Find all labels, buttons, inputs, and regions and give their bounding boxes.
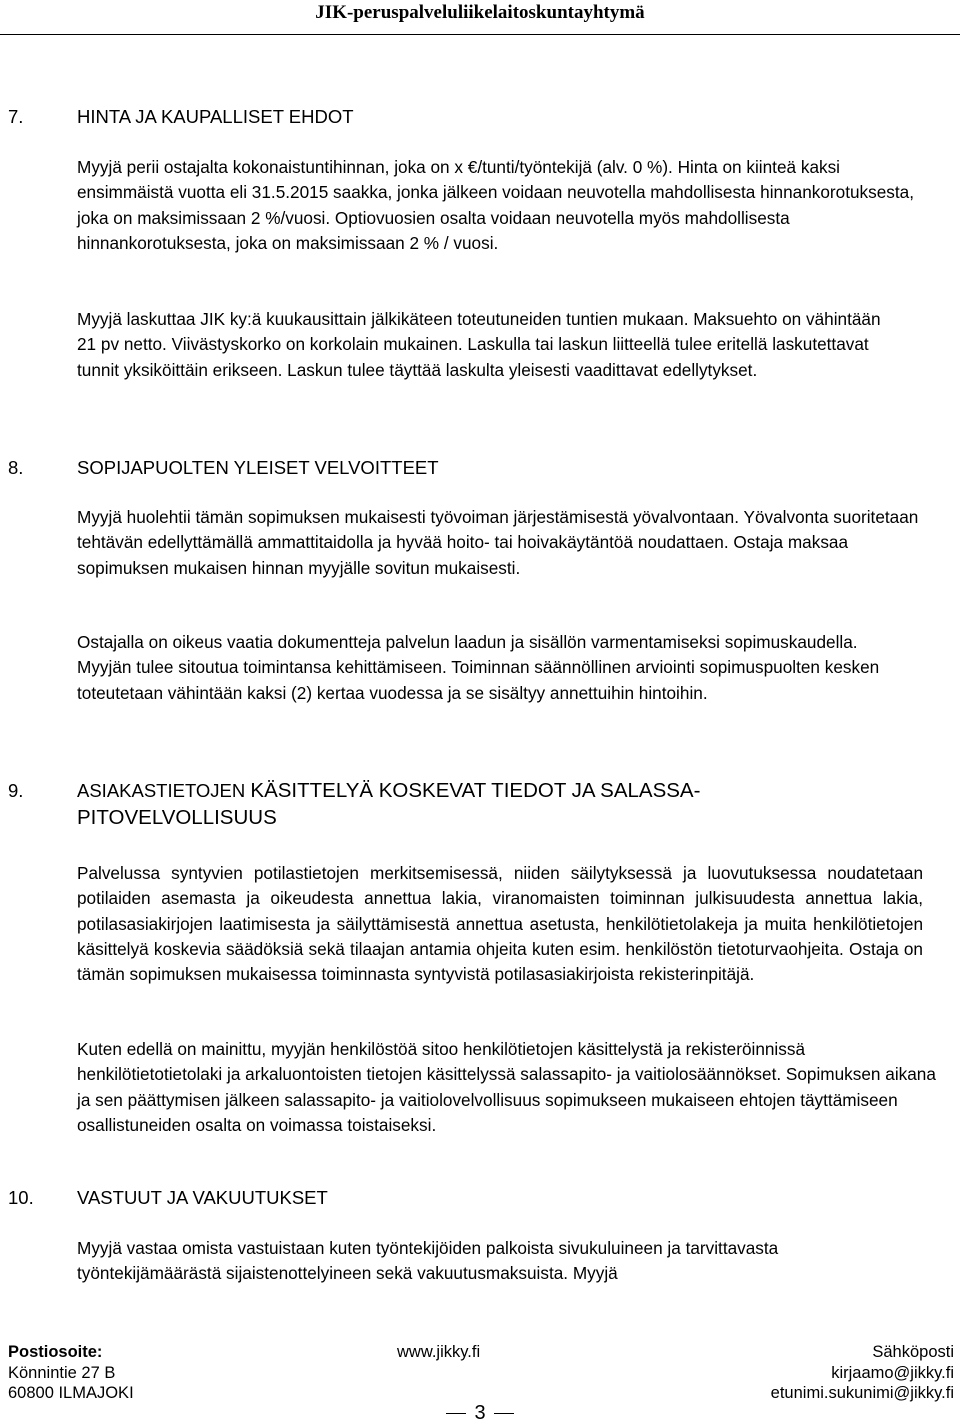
section-8-title: SOPIJAPUOLTEN YLEISET VELVOITTEET [77, 457, 439, 478]
section-10-title: VASTUUT JA VAKUUTUKSET [77, 1187, 328, 1208]
footer-website-block [397, 1342, 480, 1363]
page-number [0, 1402, 960, 1425]
section-8-number: 8. [8, 457, 24, 478]
section-7-paragraph-1: Myyjä perii ostajalta kokonaistuntihinnan, joka on x €/tunti/työntekijä (alv. 0 %). Hinta on kiinteä kaksi ensimmäistä vuotta eli 31.5.2015 saakka, jonka jälkeen voidaan neuvotella mahdollisesta hinnankorotuksesta, joka on maksimissaan 2 %/vuosi. Optiovuosien osalta voidaan neuvotella myös mahdollisesta hinnankorotuksesta, joka on maksimissaan 2 % / vuosi. [77, 157, 914, 253]
footer-email-label: Sähköposti [872, 1343, 954, 1361]
header-rule [0, 34, 960, 35]
section-8-paragraph-2: Ostajalla on oikeus vaatia dokumentteja palvelun laadun ja sisällön varmentamiseksi sopimuskaudella. Myyjän tulee sitoutua toimintansa kehittämiseen. Toiminnan säännöllinen arviointi sopimuspuolten kesken toteutetaan vähintään kaksi (2) kertaa vuodessa ja se sisältyy annettuihin hintoihin. [77, 632, 880, 703]
section-8-paragraph-1: Myyjä huolehtii tämän sopimuksen mukaisesti työvoiman järjestämisestä yövalvontaan. Yövalvonta suoritetaan tehtävän edellyttämällä ammattitaidolla ja hyvää hoito- tai hoivakäytäntöä noudattaen. Ostaja maksaa sopimuksen mukaisen hinnan myyjälle sovitun mukaisesti. [77, 507, 919, 578]
section-9-title [77, 777, 700, 831]
section-9-title-part-c: PITOVELVOLLISUUS [77, 806, 277, 829]
section-9-title-part-a: ASIAKASTIETOJEN [77, 780, 246, 801]
header-org-name: JIK-peruspalveluliikelaitoskuntayhtymä [315, 2, 645, 23]
section-7-paragraph-2: Myyjä laskuttaa JIK ky:ä kuukausittain jälkikäteen toteutuneiden tuntien mukaan. Maksuehto on vähintään 21 pv netto. Viivästyskorko on korkolain mukainen. Laskulla tai laskun liitteellä tulee eritellä laskutettavat tunnit yksiköittäin erikseen. Laskun tulee täyttää laskulta yleisesti vaadittavat edellytykset. [77, 309, 881, 380]
footer-postal-address [8, 1342, 134, 1404]
footer-email-2[interactable]: etunimi.sukunimi@jikky.fi [770, 1384, 954, 1402]
section-10-number: 10. [8, 1187, 34, 1208]
section-10-paragraph-1: Myyjä vastaa omista vastuistaan kuten työntekijöiden palkoista sivukuluineen ja tarvittavasta työntekijämäärästä sijaistenottelyineen sekä vakuutusmaksuista. Myyjä [77, 1238, 779, 1284]
footer-email-1[interactable]: kirjaamo@jikky.fi [831, 1363, 954, 1382]
section-7-title: HINTA JA KAUPALLISET EHDOT [77, 106, 354, 127]
section-9-number: 9. [8, 780, 24, 801]
page-number-dash-left [446, 1413, 466, 1415]
section-7-number: 7. [8, 106, 24, 127]
footer-city: 60800 ILMAJOKI [8, 1384, 134, 1402]
section-9-paragraph-1: Palvelussa syntyvien potilastietojen merkitsemisessä, niiden säilytyksessä ja luovutuksessa noudatetaan potilaiden asemasta ja oikeudesta annettua lakia, viranomaisten toiminnan julkisuudesta annettua lakia, potilasasiakirjojen laatimisesta ja säilyttämisestä annettua asetusta, henkilötietolakeja ja muita henkilötietojen käsittelyä koskevia säädöksiä sekä tilaajan antamia ohjeita kuten esim. henkilöstön tietoturvaohjeita. Ostaja on tämän sopimuksen mukaisessa toiminnasta syntyvistä potilasasiakirjoista rekisterinpitäjä. [77, 863, 923, 985]
footer-street: Könnintie 27 B [8, 1363, 116, 1382]
page-number-value: 3 [474, 1402, 486, 1424]
section-9-paragraph-2: Kuten edellä on mainittu, myyjän henkilöstöä sitoo henkilötietojen käsittelystä ja rekisteröinnissä henkilötietotietolaki ja arkaluontoisten tietojen käsittelyssä salassapito- ja vaitiolosäännökset. Sopimuksen aikana ja sen päättymisen jälkeen salassapito- ja vaitiolovelvollisuus sopimukseen mukaiseen ehtojen täyttämiseen osallistuneiden osalta on voimassa toistaiseksi. [77, 1039, 936, 1135]
section-9-title-part-b: KÄSITTELYÄ KOSKEVAT TIEDOT JA SALASSA- [250, 779, 701, 802]
footer-website-link[interactable]: www.jikky.fi [397, 1343, 481, 1361]
footer-email-block [771, 1342, 954, 1404]
footer-postal-label: Postiosoite: [8, 1343, 103, 1361]
page-number-dash-right [494, 1413, 514, 1415]
